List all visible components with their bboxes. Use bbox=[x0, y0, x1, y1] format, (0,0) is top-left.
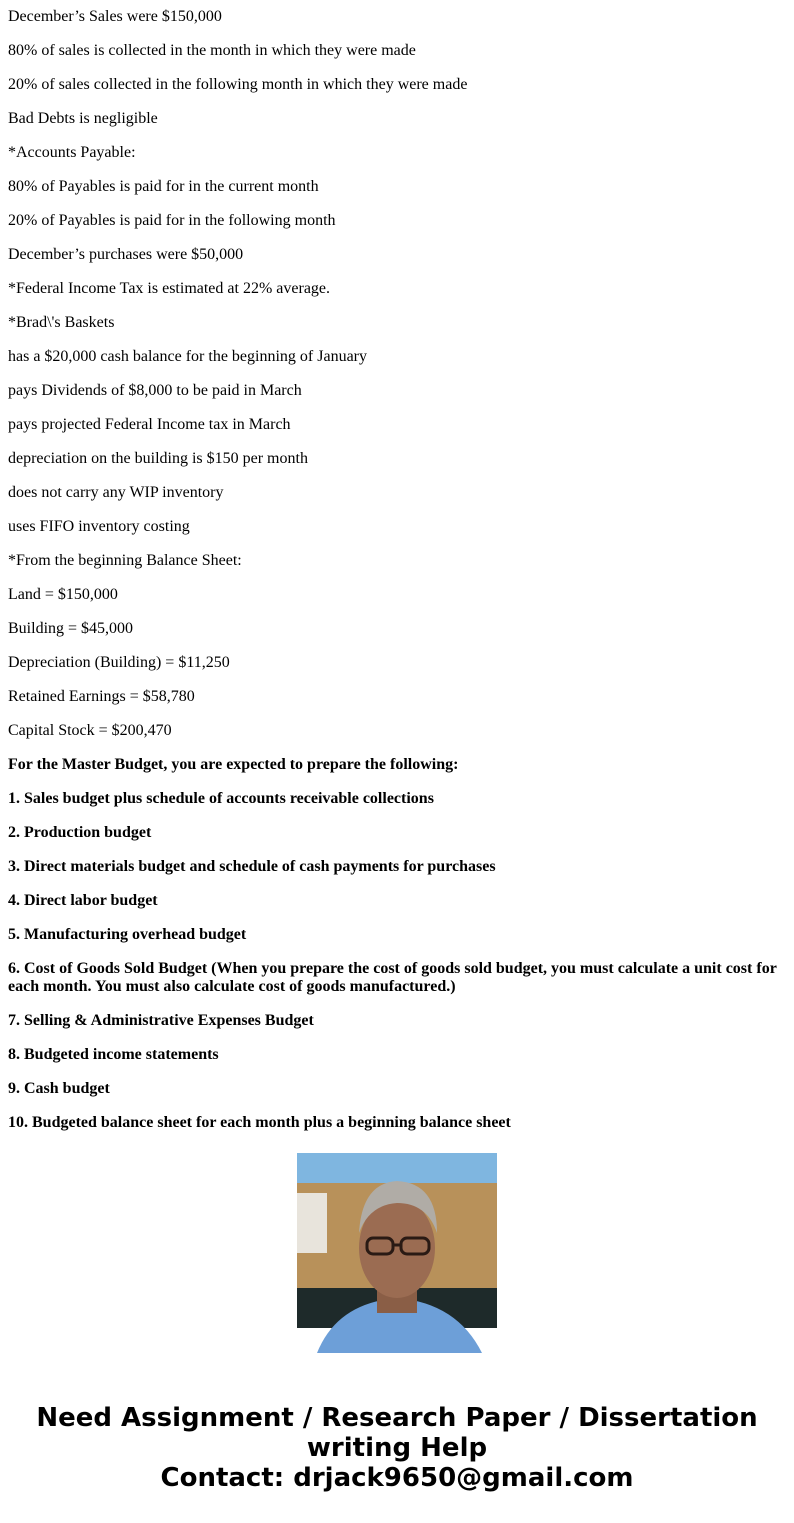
paragraph: 80% of Payables is paid for in the current month bbox=[8, 178, 319, 195]
paragraph: pays Dividends of $8,000 to be paid in March bbox=[8, 382, 302, 399]
paragraph: 5. Manufacturing overhead budget bbox=[8, 926, 247, 943]
paragraph: *Brad\'s Baskets bbox=[8, 314, 115, 331]
paragraph: Depreciation (Building) = $11,250 bbox=[8, 654, 230, 671]
paragraph: For the Master Budget, you are expected to prepare the following: bbox=[8, 756, 459, 773]
contact-footer bbox=[0, 1403, 794, 1493]
paragraph: does not carry any WIP inventory bbox=[8, 484, 224, 501]
paragraph: 10. Budgeted balance sheet for each month plus a beginning balance sheet bbox=[8, 1114, 511, 1131]
paragraph: 7. Selling & Administrative Expenses Budget bbox=[8, 1012, 314, 1029]
paragraph: Land = $150,000 bbox=[8, 586, 118, 603]
paragraph: Retained Earnings = $58,780 bbox=[8, 688, 195, 705]
person-photo-icon bbox=[297, 1153, 497, 1353]
paragraph: 20% of sales collected in the following month in which they were made bbox=[8, 76, 468, 93]
paragraph: December’s Sales were $150,000 bbox=[8, 8, 222, 25]
paragraph: 3. Direct materials budget and schedule of cash payments for purchases bbox=[8, 858, 496, 875]
paragraph: 9. Cash budget bbox=[8, 1080, 110, 1097]
paragraph: Bad Debts is negligible bbox=[8, 110, 158, 127]
paragraph: depreciation on the building is $150 per month bbox=[8, 450, 308, 467]
footer-help-text: Need Assignment / Research Paper / Dissertation writing Help bbox=[36, 1403, 758, 1463]
paragraph: 6. Cost of Goods Sold Budget (When you prepare the cost of goods sold budget, you must calculate a unit cost for each month. You must also calculate cost of goods manufactured.) bbox=[8, 960, 777, 995]
paragraph: uses FIFO inventory costing bbox=[8, 518, 190, 535]
paragraph: 80% of sales is collected in the month in which they were made bbox=[8, 42, 416, 59]
paragraph: *Federal Income Tax is estimated at 22% average. bbox=[8, 280, 331, 297]
paragraph: *Accounts Payable: bbox=[8, 144, 136, 161]
paragraph: has a $20,000 cash balance for the beginning of January bbox=[8, 348, 367, 365]
footer-contact-email: Contact: drjack9650@gmail.com bbox=[160, 1463, 634, 1493]
paragraph: pays projected Federal Income tax in March bbox=[8, 416, 291, 433]
paragraph: Capital Stock = $200,470 bbox=[8, 722, 172, 739]
paragraph: Building = $45,000 bbox=[8, 620, 134, 637]
paragraph: 20% of Payables is paid for in the following month bbox=[8, 212, 336, 229]
paragraph: 8. Budgeted income statements bbox=[8, 1046, 219, 1063]
paragraph: December’s purchases were $50,000 bbox=[8, 246, 244, 263]
paragraph: 2. Production budget bbox=[8, 824, 152, 841]
paragraph: *From the beginning Balance Sheet: bbox=[8, 552, 242, 569]
author-avatar bbox=[297, 1153, 497, 1353]
document-body bbox=[8, 8, 786, 1131]
paragraph: 1. Sales budget plus schedule of accounts receivable collections bbox=[8, 790, 434, 807]
paragraph: 4. Direct labor budget bbox=[8, 892, 158, 909]
